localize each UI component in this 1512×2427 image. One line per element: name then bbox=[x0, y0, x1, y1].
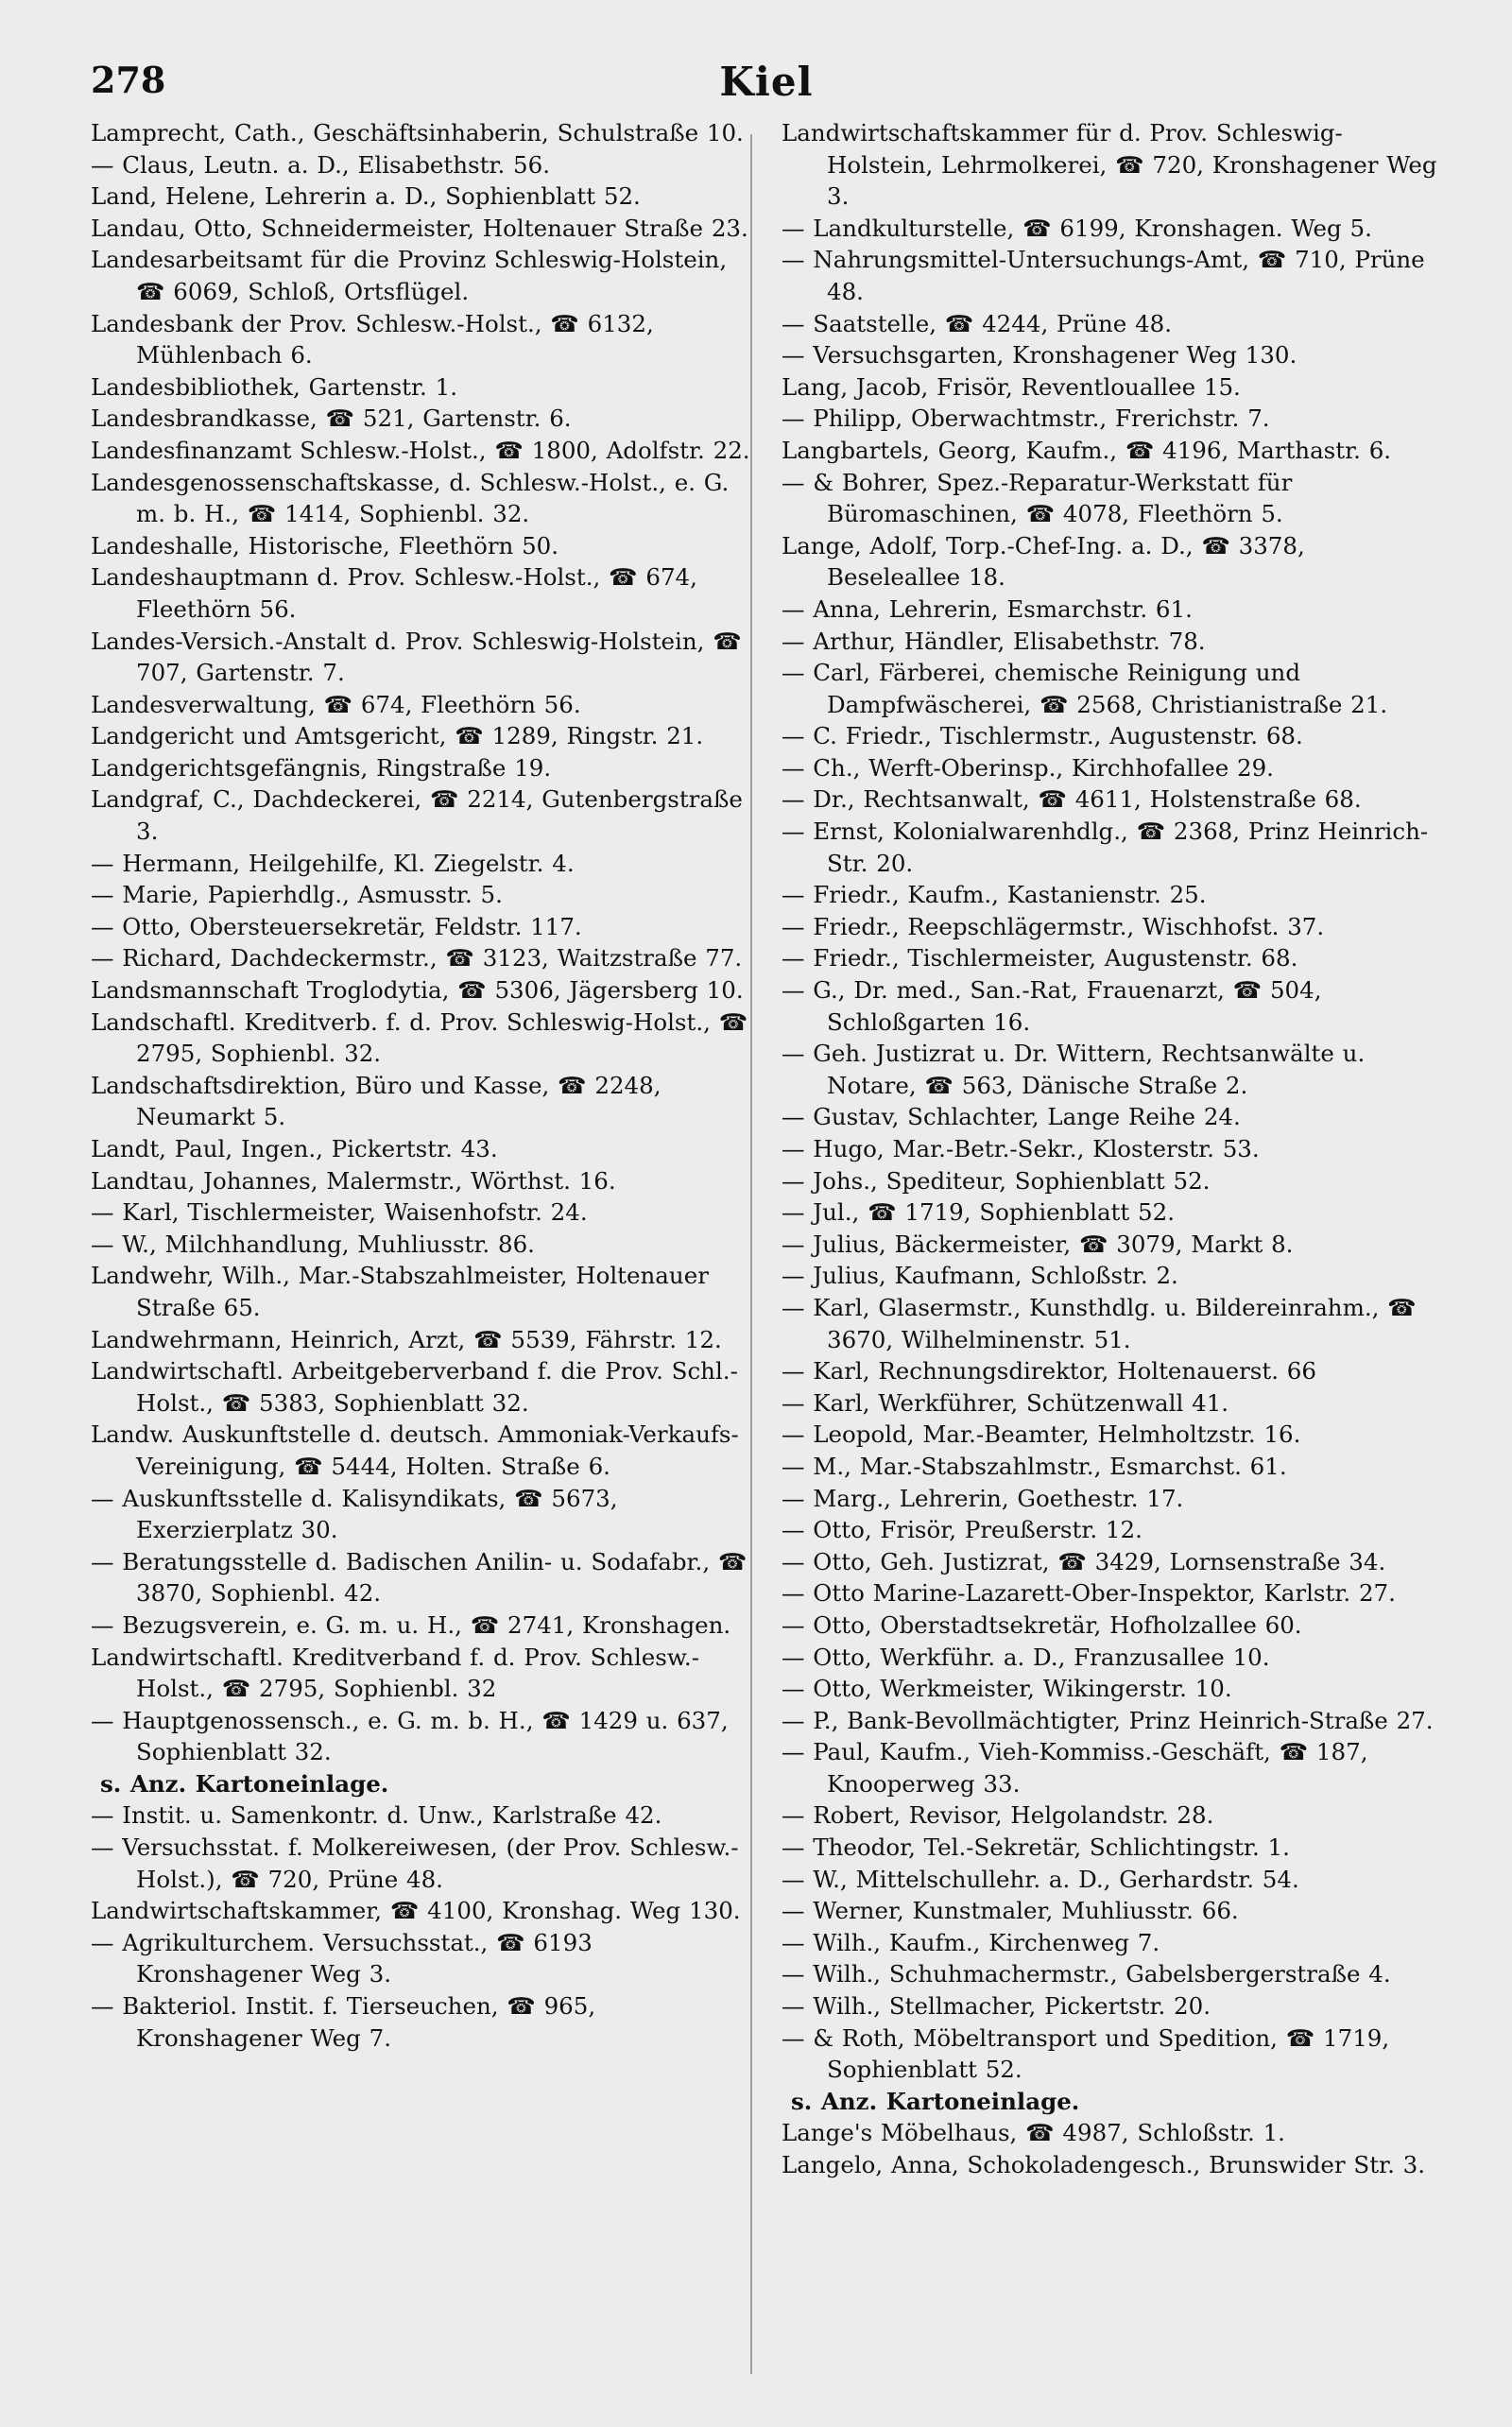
directory-entry: — W., Mittelschullehr. a. D., Gerhardstr. 54. bbox=[782, 1865, 1299, 1893]
directory-entry: — Versuchsstat. f. Molkereiwesen, (der Prov. Schlesw.-Holst.), ☎ 720, Prüne 48. bbox=[91, 1833, 739, 1893]
directory-entry: — Beratungsstelle d. Badischen Anilin- u. Sodafabr., ☎ 3870, Sophienbl. 42. bbox=[91, 1547, 747, 1608]
directory-entry: — Marg., Lehrerin, Goethestr. 17. bbox=[782, 1484, 1184, 1512]
directory-entry: — Saatstelle, ☎ 4244, Prüne 48. bbox=[782, 309, 1173, 337]
directory-entry: — Otto, Geh. Justizrat, ☎ 3429, Lornsenstraße 34. bbox=[782, 1547, 1386, 1575]
directory-entry: — Johs., Spediteur, Sophienblatt 52. bbox=[782, 1166, 1211, 1195]
directory-entry: — Otto Marine-Lazarett-Ober-Inspektor, Karlstr. 27. bbox=[782, 1579, 1396, 1608]
directory-entry: Landwehr, Wilh., Mar.-Stabszahlmeister, Holtenauer Straße 65. bbox=[91, 1262, 709, 1321]
directory-entry: — Paul, Kaufm., Vieh-Kommiss.-Geschäft, ☎ 187, Knooperweg 33. bbox=[782, 1738, 1368, 1798]
directory-entry: Landschaftl. Kreditverb. f. d. Prov. Schleswig-Holst., ☎ 2795, Sophienbl. 32. bbox=[91, 1007, 748, 1068]
directory-entry: Landwirtschaftskammer, ☎ 4100, Kronshag. Weg 130. bbox=[91, 1897, 741, 1925]
directory-entry: — Otto, Oberstadtsekretär, Hofholzallee 60. bbox=[782, 1610, 1302, 1639]
directory-entry: Landes-Versich.-Anstalt d. Prov. Schleswig-Holstein, ☎ 707, Gartenstr. 7. bbox=[91, 627, 742, 687]
advertisement-note: s. Anz. Kartoneinlage. bbox=[100, 1769, 389, 1798]
directory-entry: — Leopold, Mar.-Beamter, Helmholtzstr. 16. bbox=[782, 1420, 1301, 1449]
directory-entry: — Otto, Werkmeister, Wikingerstr. 10. bbox=[782, 1675, 1232, 1703]
directory-entry: — Geh. Justizrat u. Dr. Wittern, Rechtsanwälte u. Notare, ☎ 563, Dänische Straße 2. bbox=[782, 1040, 1366, 1099]
directory-entry: Landwirtschaftskammer für d. Prov. Schleswig-Holstein, Lehrmolkerei, ☎ 720, Kronshagener Weg 3. bbox=[782, 119, 1437, 211]
page-header bbox=[91, 59, 1442, 115]
directory-entry: Lamprecht, Cath., Geschäftsinhaberin, Schulstraße 10. bbox=[91, 119, 744, 146]
directory-entry: — Otto, Frisör, Preußerstr. 12. bbox=[782, 1516, 1143, 1544]
directory-entry: — Philipp, Oberwachtmstr., Frerichstr. 7. bbox=[782, 404, 1270, 433]
right-column bbox=[782, 117, 1442, 2376]
directory-entry: Landesverwaltung, ☎ 674, Fleethörn 56. bbox=[91, 690, 581, 718]
directory-entry: — Richard, Dachdeckermstr., ☎ 3123, Waitzstraße 77. bbox=[91, 944, 743, 973]
directory-entry: Landgraf, C., Dachdeckerei, ☎ 2214, Gutenbergstraße 3. bbox=[91, 785, 743, 846]
directory-entry: — Ch., Werft-Oberinsp., Kirchhofallee 29. bbox=[782, 753, 1274, 782]
directory-entry: — Karl, Glasermstr., Kunsthdlg. u. Bildereinrahm., ☎ 3670, Wilhelminenstr. 51. bbox=[782, 1293, 1417, 1353]
directory-entry: — Marie, Papierhdlg., Asmusstr. 5. bbox=[91, 881, 503, 909]
directory-columns bbox=[91, 117, 1442, 2376]
directory-entry: Land, Helene, Lehrerin a. D., Sophienblatt 52. bbox=[91, 182, 641, 211]
directory-entry: Langbartels, Georg, Kaufm., ☎ 4196, Marthastr. 6. bbox=[782, 436, 1392, 464]
directory-entry: — Julius, Bäckermeister, ☎ 3079, Markt 8. bbox=[782, 1230, 1294, 1258]
directory-entry: — Hermann, Heilgehilfe, Kl. Ziegelstr. 4. bbox=[91, 849, 575, 877]
left-column bbox=[91, 117, 751, 2376]
directory-entry: — Robert, Revisor, Helgolandstr. 28. bbox=[782, 1801, 1214, 1830]
directory-entry: — Versuchsgarten, Kronshagener Weg 130. bbox=[782, 341, 1297, 370]
advertisement-note: s. Anz. Kartoneinlage. bbox=[791, 2087, 1080, 2115]
directory-entry: Landgerichtsgefängnis, Ringstraße 19. bbox=[91, 753, 552, 782]
directory-entry: Landschaftsdirektion, Büro und Kasse, ☎ 2248, Neumarkt 5. bbox=[91, 1071, 662, 1131]
directory-entry: Landsmannschaft Troglodytia, ☎ 5306, Jägersberg 10. bbox=[91, 976, 744, 1005]
directory-entry: — Agrikulturchem. Versuchsstat., ☎ 6193 Kronshagener Weg 3. bbox=[91, 1928, 593, 1988]
directory-entry: — Arthur, Händler, Elisabethstr. 78. bbox=[782, 627, 1206, 655]
directory-entry: — G., Dr. med., San.-Rat, Frauenarzt, ☎ 504, Schloßgarten 16. bbox=[782, 976, 1322, 1036]
directory-entry: Landwirtschaftl. Arbeitgeberverband f. die Prov. Schl.-Holst., ☎ 5383, Sophienblatt 32. bbox=[91, 1357, 738, 1417]
directory-entry: — Friedr., Kaufm., Kastanienstr. 25. bbox=[782, 881, 1207, 909]
directory-entry: — Hugo, Mar.-Betr.-Sekr., Klosterstr. 53. bbox=[782, 1135, 1260, 1162]
directory-entry: Landeshauptmann d. Prov. Schlesw.-Holst., ☎ 674, Fleethörn 56. bbox=[91, 563, 697, 623]
directory-entry: — Otto, Obersteuersekretär, Feldstr. 117. bbox=[91, 912, 582, 940]
directory-entry: — M., Mar.-Stabszahlmstr., Esmarchst. 61. bbox=[782, 1452, 1287, 1480]
directory-entry: Landw. Auskunftstelle d. deutsch. Ammoniak-Verkaufs-Vereinigung, ☎ 5444, Holten. Straße 6. bbox=[91, 1420, 739, 1480]
directory-entry: — Karl, Werkführer, Schützenwall 41. bbox=[782, 1388, 1229, 1417]
running-head: Kiel bbox=[719, 59, 814, 105]
directory-entry: — Gustav, Schlachter, Lange Reihe 24. bbox=[782, 1103, 1241, 1131]
directory-entry: Landesbibliothek, Gartenstr. 1. bbox=[91, 372, 457, 401]
directory-entry: Lange, Adolf, Torp.-Chef-Ing. a. D., ☎ 3378, Beseleallee 18. bbox=[782, 531, 1305, 592]
directory-entry: — Karl, Tischlermeister, Waisenhofstr. 24. bbox=[91, 1198, 588, 1227]
directory-entry: — & Roth, Möbeltransport und Spedition, ☎ 1719, Sophienblatt 52. bbox=[782, 2023, 1390, 2084]
directory-entry: — Karl, Rechnungsdirektor, Holtenauerst. 66 bbox=[782, 1357, 1316, 1386]
directory-entry: Landesbrandkasse, ☎ 521, Gartenstr. 6. bbox=[91, 404, 572, 433]
directory-entry: — Bakteriol. Instit. f. Tierseuchen, ☎ 965, Kronshagener Weg 7. bbox=[91, 1992, 596, 2052]
directory-entry: — P., Bank-Bevollmächtigter, Prinz Heinrich-Straße 27. bbox=[782, 1706, 1434, 1734]
directory-entry: — Friedr., Reepschlägermstr., Wischhofst. 37. bbox=[782, 912, 1325, 940]
directory-entry: Landt, Paul, Ingen., Pickertstr. 43. bbox=[91, 1135, 498, 1162]
directory-entry: — Auskunftsstelle d. Kalisyndikats, ☎ 5673, Exerzierplatz 30. bbox=[91, 1484, 618, 1544]
directory-entry: Lang, Jacob, Frisör, Reventlouallee 15. bbox=[782, 372, 1241, 401]
directory-entry: — Friedr., Tischlermeister, Augustenstr. 68. bbox=[782, 944, 1298, 973]
directory-entry: — Jul., ☎ 1719, Sophienblatt 52. bbox=[782, 1198, 1175, 1227]
directory-entry: Landwehrmann, Heinrich, Arzt, ☎ 5539, Fährstr. 12. bbox=[91, 1325, 722, 1353]
directory-entry: — Nahrungsmittel-Untersuchungs-Amt, ☎ 710, Prüne 48. bbox=[782, 246, 1425, 305]
directory-entry: — Julius, Kaufmann, Schloßstr. 2. bbox=[782, 1262, 1178, 1290]
directory-entry: — W., Milchhandlung, Muhliusstr. 86. bbox=[91, 1230, 535, 1258]
directory-entry: — Landkulturstelle, ☎ 6199, Kronshagen. Weg 5. bbox=[782, 214, 1372, 242]
directory-entry: Landeshalle, Historische, Fleethörn 50. bbox=[91, 531, 559, 559]
directory-entry: — Anna, Lehrerin, Esmarchstr. 61. bbox=[782, 594, 1193, 623]
directory-entry: — Claus, Leutn. a. D., Elisabethstr. 56. bbox=[91, 150, 550, 179]
directory-entry: — & Bohrer, Spez.-Reparatur-Werkstatt für Büromaschinen, ☎ 4078, Fleethörn 5. bbox=[782, 468, 1293, 528]
directory-entry: — Carl, Färberei, chemische Reinigung und Dampfwäscherei, ☎ 2568, Christianistraße 21. bbox=[782, 659, 1388, 718]
directory-entry: Landesbank der Prov. Schlesw.-Holst., ☎ 6132, Mühlenbach 6. bbox=[91, 309, 654, 370]
directory-entry: — Otto, Werkführ. a. D., Franzusallee 10. bbox=[782, 1643, 1270, 1671]
directory-entry: — Bezugsverein, e. G. m. u. H., ☎ 2741, Kronshagen. bbox=[91, 1610, 731, 1639]
directory-entry: — Dr., Rechtsanwalt, ☎ 4611, Holstenstraße 68. bbox=[782, 785, 1362, 814]
directory-entry: Landesgenossenschaftskasse, d. Schlesw.-Holst., e. G. m. b. H., ☎ 1414, Sophienbl. 32. bbox=[91, 468, 730, 528]
directory-entry: Langelo, Anna, Schokoladengesch., Brunswider Str. 3. bbox=[782, 2151, 1426, 2178]
directory-entry: Landgericht und Amtsgericht, ☎ 1289, Ringstr. 21. bbox=[91, 722, 704, 750]
directory-entry: Landesfinanzamt Schlesw.-Holst., ☎ 1800, Adolfstr. 22. bbox=[91, 436, 750, 464]
directory-entry: — Hauptgenossensch., e. G. m. b. H., ☎ 1429 u. 637, Sophienblatt 32. bbox=[91, 1706, 729, 1766]
directory-entry: — C. Friedr., Tischlermstr., Augustenstr. 68. bbox=[782, 722, 1303, 750]
directory-entry: — Werner, Kunstmaler, Muhliusstr. 66. bbox=[782, 1897, 1239, 1925]
directory-entry: — Theodor, Tel.-Sekretär, Schlichtingstr. 1. bbox=[782, 1833, 1290, 1862]
directory-entry: — Wilh., Kaufm., Kirchenweg 7. bbox=[782, 1928, 1160, 1956]
directory-entry: — Wilh., Stellmacher, Pickertstr. 20. bbox=[782, 1992, 1211, 2021]
directory-entry: — Wilh., Schuhmachermstr., Gabelsbergerstraße 4. bbox=[782, 1960, 1391, 1988]
directory-entry: Landwirtschaftl. Kreditverband f. d. Prov. Schlesw.-Holst., ☎ 2795, Sophienbl. 32 bbox=[91, 1643, 699, 1703]
directory-entry: — Ernst, Kolonialwarenhdlg., ☎ 2368, Prinz Heinrich-Str. 20. bbox=[782, 818, 1429, 877]
directory-entry: Lange's Möbelhaus, ☎ 4987, Schloßstr. 1. bbox=[782, 2119, 1285, 2147]
directory-entry: Landtau, Johannes, Malermstr., Wörthst. 16. bbox=[91, 1166, 616, 1195]
directory-entry: — Instit. u. Samenkontr. d. Unw., Karlstraße 42. bbox=[91, 1801, 662, 1830]
directory-entry: Landau, Otto, Schneidermeister, Holtenauer Straße 23. bbox=[91, 214, 748, 242]
page-number: 278 bbox=[91, 59, 166, 101]
directory-entry: Landesarbeitsamt für die Provinz Schleswig-Holstein, ☎ 6069, Schloß, Ortsflügel. bbox=[91, 246, 728, 305]
